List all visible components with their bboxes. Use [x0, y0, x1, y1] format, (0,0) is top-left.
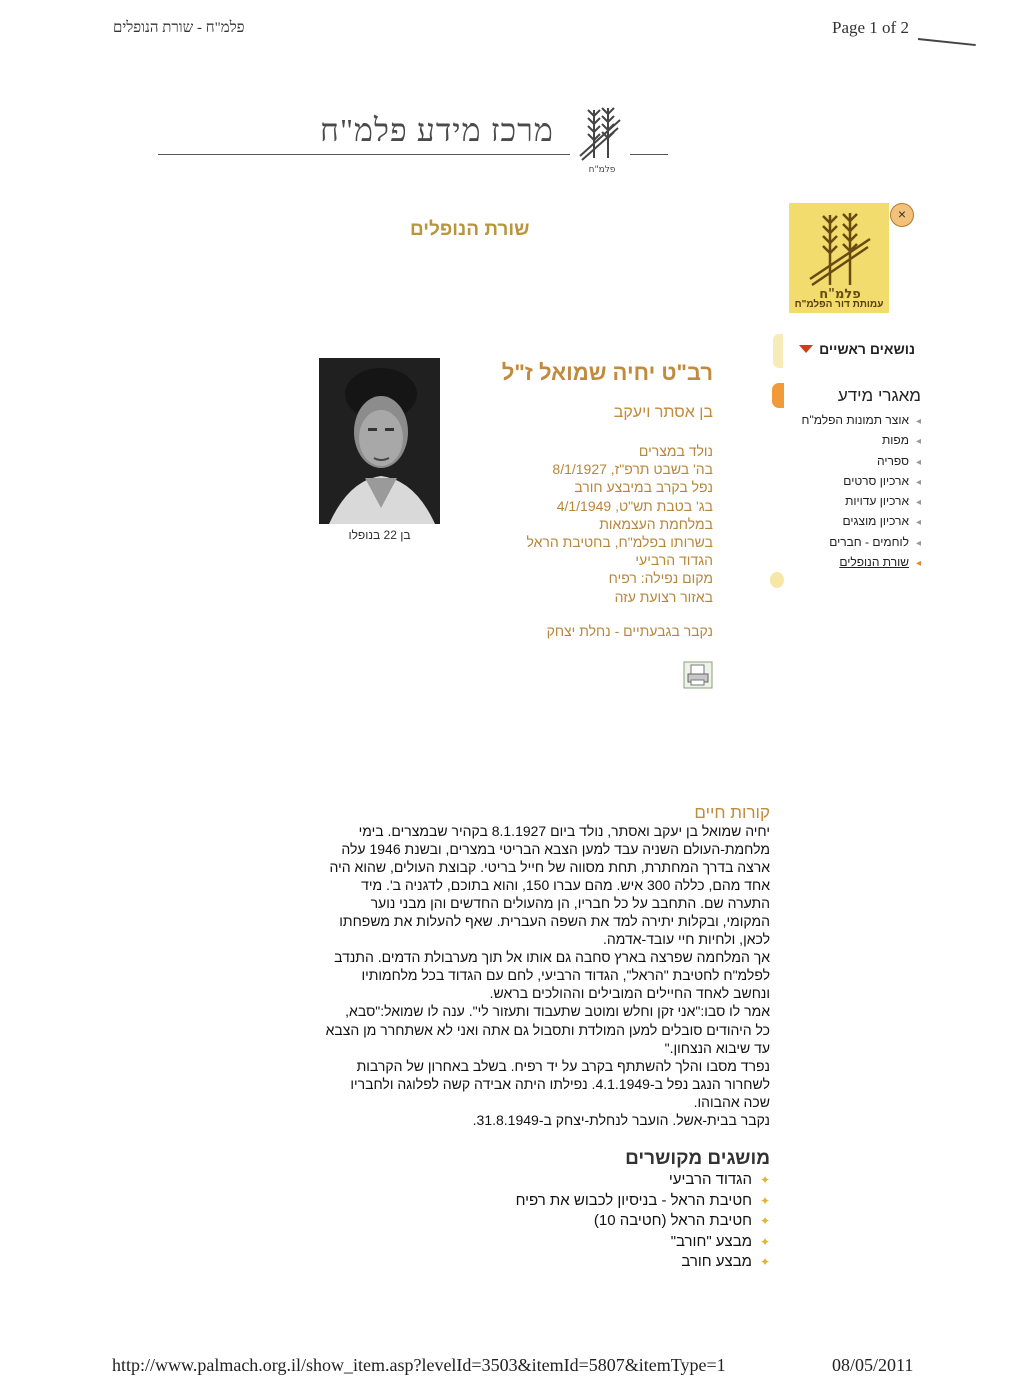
detail-line: מקום נפילה: רפיח [608, 570, 713, 587]
biography-line: ארצה בדרך המחתרת, תחת מסווה של חייל בריטי. קבוצת העולים, שהוא היה [329, 859, 770, 876]
biography-line: ונחשב לאחד החיילים המובילים וההולכים בראש. [489, 985, 770, 1002]
sidebar-tab-decoration [773, 334, 783, 368]
soldier-parents: בן אסתר ויעקב [613, 404, 713, 421]
palmach-logo [574, 98, 630, 174]
related-link[interactable]: ✦מבצע חורב [516, 1252, 770, 1273]
star-bullet-icon: ✦ [759, 1173, 770, 1187]
star-bullet-icon: ✦ [759, 1193, 770, 1208]
sidebar-item-testimony-archive[interactable]: ◂ארכיון עדויות [761, 491, 921, 511]
biography-line: אמר לו סבו:"אני זקן וחלש ומוטב שתעבוד ותעזור לי". ענה לו שמואל:"סבא, [345, 1003, 770, 1020]
svg-text:פלמ"ח: פלמ"ח [819, 287, 861, 300]
close-icon[interactable]: × [890, 203, 914, 227]
detail-line: בה' בשבט תרפ"ז, 8/1/1927 [552, 461, 713, 478]
biography-line: עד שיבוא הנצחון." [664, 1039, 770, 1056]
print-footer-url: http://www.palmach.org.il/show_item.asp?levelId=3503&itemId=5807&itemType=1 [112, 1355, 726, 1375]
burial-place: נקבר בגבעתיים - נחלת יצחק [546, 623, 713, 639]
print-icon[interactable] [683, 661, 713, 689]
biography-line: כל היהודים סובלים למען המולדת ותסבול גם אתה ואני לא אשתחרר מן הצבא [325, 1021, 770, 1038]
detail-line: נולד במצרים [638, 443, 713, 459]
biography-text [270, 822, 770, 1129]
bullet-icon: ◂ [915, 416, 921, 427]
header-rule [158, 154, 570, 155]
databases-list [761, 410, 921, 572]
biography-line: שכה אהבוהו. [693, 1093, 770, 1110]
print-header-title: פלמ"ח - שורת הנופלים [113, 20, 245, 36]
sidebar-item-photo-archive[interactable]: ◂אוצר תמונות הפלמ"ח [761, 410, 921, 430]
bullet-icon: ◂ [915, 436, 921, 448]
star-bullet-icon: ✦ [759, 1214, 770, 1228]
detail-line: בשרותו בפלמ"ח, בחטיבת הראל [526, 533, 713, 550]
pen-underline-mark [918, 38, 976, 46]
sidebar-item-maps[interactable]: ◂מפות [761, 430, 921, 450]
section-title: שורת הנופלים [410, 219, 530, 240]
related-concepts-list [516, 1170, 770, 1273]
biography-line: לשחרור הנגב נפל ב-4.1.1949. נפילתו היתה אבידה קשה לפלוגה ולחבריו [350, 1075, 770, 1092]
related-link[interactable]: ✦הגדוד הרביעי [516, 1170, 770, 1191]
detail-line: באזור רצועת עזה [614, 588, 713, 605]
databases-heading: מאגרי מידע [837, 386, 921, 405]
biography-line: התערה שם. התחבב על כל חבריו, הן מהעולים החדשים והן מבני נוער [370, 895, 770, 912]
biography-line: נקבר בבית-אשל. הועבר לנחלת-יצחק ב-31.8.1949. [472, 1111, 770, 1128]
star-bullet-icon: ✦ [759, 1234, 770, 1249]
biography-heading: קורות חיים [694, 803, 770, 822]
related-link[interactable]: ✦חטיבת הראל - בניסיון לכבוש את רפיח [516, 1191, 770, 1212]
biography-line: יחיה שמואל בן יעקב ואסתר, נולד ביום 8.1.1927 בקהיר שבמצרים. בימי [358, 823, 770, 839]
print-footer-date: 08/05/2011 [832, 1355, 914, 1375]
detail-line: הגדוד הרביעי [635, 552, 713, 569]
sidebar-item-fallen[interactable]: ◂שורת הנופלים [761, 552, 921, 572]
sidebar-dot-decoration [770, 572, 784, 588]
photo-caption: בן 22 בנופלו [348, 528, 411, 542]
soldier-details [526, 442, 713, 606]
sidebar-tab-decoration [772, 383, 784, 408]
biography-line: אחד מהם, כללה 300 איש. מהם עברו 150, והוא בתוכם, לדגניה ב'. מיד [361, 877, 770, 894]
palmach-association-logo[interactable] [800, 205, 880, 300]
sidebar-logo-caption: עמותת דור הפלמ"ח [794, 299, 884, 310]
soldier-name: רב"ט יחיה שמואל ז"ל [501, 360, 713, 385]
star-bullet-icon: ✦ [759, 1255, 770, 1269]
bullet-icon: ◂ [915, 476, 921, 488]
bullet-icon: ◂ [915, 537, 921, 549]
related-link[interactable]: ✦חטיבת הראל (חטיבה 10) [516, 1211, 770, 1232]
bullet-icon: ◂ [915, 497, 921, 509]
biography-line: המקומי, ובקלות יתירה למד את השפה העברית. שאף להעלות את משפחתו [339, 913, 770, 930]
site-title: מרכז מידע פלמ"ח [320, 112, 554, 148]
arrow-left-icon: ◂ [915, 558, 921, 570]
biography-line: אך המלחמה שפרצה בארץ סחבה גם אותו אל תוך מערבולת הדמים. התנדב [334, 949, 770, 966]
soldier-photo [319, 358, 440, 524]
detail-line: במלחמת העצמאות [599, 515, 713, 532]
sidebar-item-library[interactable]: ◂ספריה [761, 451, 921, 471]
bullet-icon: ◂ [915, 456, 921, 468]
print-page-number: Page 1 of 2 [832, 18, 909, 37]
biography-line: מלחמת-העולם השניה עבד למען הצבא הבריטי במצרים, ובשנת 1946 עלה [341, 841, 770, 858]
related-link[interactable]: ✦מבצע "חורב" [516, 1232, 770, 1253]
sidebar-item-film-archive[interactable]: ◂ארכיון סרטים [761, 471, 921, 491]
biography-line: נפרד מסבו והלך להשתתף בקרב על יד רפיח. בשלב באחרון של הקרבות [356, 1057, 770, 1074]
sidebar-item-fighters[interactable]: ◂לוחמים - חברים [761, 532, 921, 552]
sidebar-item-exhibits-archive[interactable]: ◂ארכיון מוצגים [761, 511, 921, 531]
related-concepts-heading: מושגים מקושרים [625, 1148, 770, 1169]
main-topics-menu[interactable]: נושאים ראשיים [819, 341, 915, 357]
chevron-down-icon[interactable] [799, 345, 813, 353]
bullet-icon: ◂ [915, 517, 921, 529]
svg-text:פלמ"ח: פלמ"ח [588, 165, 616, 174]
header-rule [630, 154, 668, 155]
biography-line: לכאן, ולחיות חיי עובד-אדמה. [603, 931, 770, 948]
detail-line: בג' בטבת תש"ט, 4/1/1949 [556, 497, 713, 514]
biography-line: לפלמ"ח לחטיבת "הראל", הגדוד הרביעי, לחם עם הגדוד בכל מלחמותיו [361, 967, 770, 984]
detail-line: נפל בקרב במיבצע חורב [574, 479, 713, 496]
